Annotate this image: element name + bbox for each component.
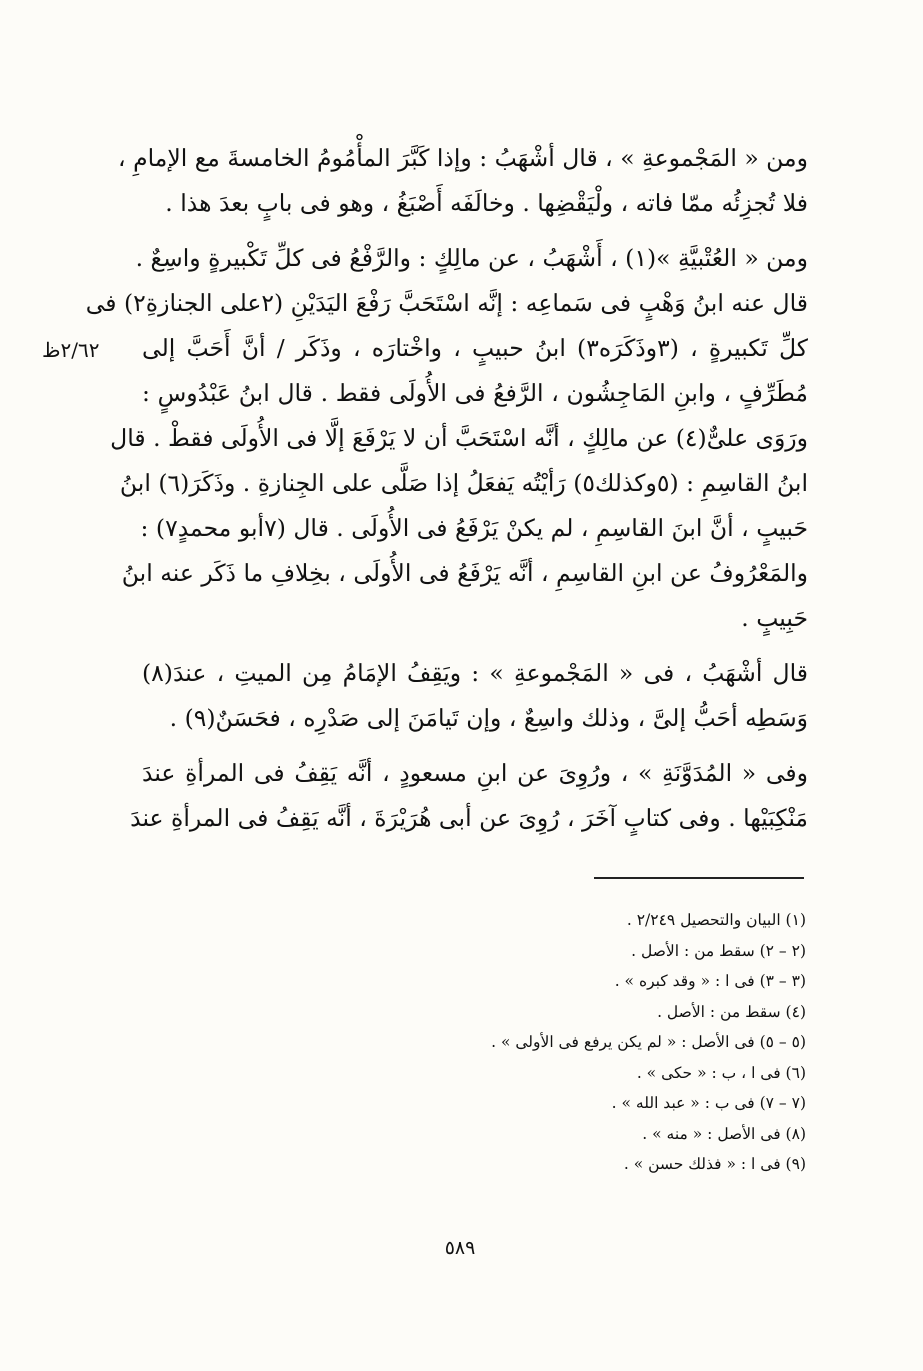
footnote-separator	[594, 877, 804, 879]
footnote: (٦) فى ا ، ب : « حكى » .	[636, 1063, 806, 1082]
text-line: حَبيبٍ ، أنَّ ابنَ القاسِمِ ، لم يكنْ يَرْفَعُ فى الأُولَى . قال (٧أبو محمدٍ٧) :	[140, 514, 808, 542]
text-line: ومن « العُتْبيَّةِ »(١) ، أَشْهَبُ ، عن مالِكٍ : والرَّفْعُ فى كلِّ تَكْبيرةٍ واسِعٌ .	[135, 244, 808, 272]
page-number: ٥٨٩	[444, 1237, 476, 1259]
footnote: (٣ – ٣) فى ا : « وقد كبره » .	[614, 972, 806, 990]
manuscript-folio-marker: ٢/٦٢ظ	[42, 338, 100, 362]
footnote: (٧ – ٧) فى ب : « عبد الله » .	[611, 1094, 806, 1112]
paragraph-gap	[142, 641, 808, 651]
text-line: حَبِيبٍ .	[741, 604, 808, 632]
text-line: مَنْكِبَيْها . وفى كتابٍ آخَرَ ، رُوِىَ عن أبى هُرَيْرَةَ ، أنَّه يَقِفُ فى المرأةِ عندَ	[130, 804, 808, 832]
text-line: مُطَرِّفٍ ، وابنِ المَاجِشُون ، الرَّفعُ فى الأُولَى فقط . قال ابنُ عَبْدُوسٍ :	[142, 379, 808, 407]
footnote: (٤) سقط من : الأصل .	[657, 1002, 806, 1021]
footnote: (٢ – ٢) سقط من : الأصل .	[631, 941, 806, 960]
footnotes	[300, 905, 806, 1180]
footnote: (٨) فى الأصل : « منه » .	[642, 1124, 806, 1143]
text-line: والمَعْرُوفُ عن ابنِ القاسِمِ ، أنَّه يَرْفَعُ فى الأُولَى ، بخِلافِ ما ذَكَر عنه ابنُ	[121, 559, 808, 587]
footnote: (٩) فى ا : « فذلك حسن » .	[623, 1155, 806, 1173]
main-text	[85, 136, 808, 841]
text-line: ابنُ القاسِمِ : (٥وكذلك٥) رَأيْتُه يَفعَلُ إذا صَلَّى على الجِنازةِ . وذَكَرَ(٦) ابنُ	[119, 469, 808, 497]
text-line: قال أشْهَبُ ، فى « المَجْموعةِ » : ويَقِفُ الإمَامُ مِن الميتِ ، عندَ(٨)	[142, 659, 808, 687]
footnote: (١) البيان والتحصيل ٢/٢٤٩ .	[626, 911, 806, 929]
paragraph-gap	[142, 741, 808, 751]
text-line: وَسَطِه أحَبُّ إلىَّ ، وذلك واسِعٌ ، وإن تَيامَنَ إلى صَدْرِه ، فحَسَنٌ(٩) .	[169, 704, 808, 732]
text-line: كلِّ تَكبيرةٍ ، (٣وذَكَرَه٣) ابنُ حبيبٍ ، واخْتارَه ، وذَكَر / أنَّ أَحَبَّ إلى	[142, 334, 808, 362]
text-line: ومن « المَجْموعةِ » ، قال أشْهَبُ : وإذا كَبَّرَ المأْمُومُ الخامسةَ مع الإمامِ ،	[118, 144, 808, 172]
text-line: وفى « المُدَوَّنَةِ » ، ورُوِىَ عن ابنِ مسعودٍ ، أنَّه يَقِفُ فى المرأةِ عندَ	[142, 759, 808, 787]
text-line: فلا تُجزِئُه ممّا فاته ، ولْيَقْضِها . وخالَفَه أَصْبَغُ ، وهو فى بابٍ بعدَ هذا .	[165, 189, 808, 217]
footnote: (٥ – ٥) فى الأصل : « لم يكن يرفع فى الأولى » .	[491, 1033, 806, 1051]
text-line: قال عنه ابنُ وَهْبٍ فى سَماعِه : إنَّه اسْتَحَبَّ رَفْعَ اليَدَيْنِ (٢على الجنازةِ٢) فى	[85, 289, 808, 317]
paragraph-gap	[142, 226, 808, 236]
text-line: ورَوَى علىٌّ(٤) عن مالِكٍ ، أنَّه اسْتَحَبَّ أن لا يَرْفَعَ إلَّا فى الأُولَى فقطْ . قال	[110, 424, 808, 452]
